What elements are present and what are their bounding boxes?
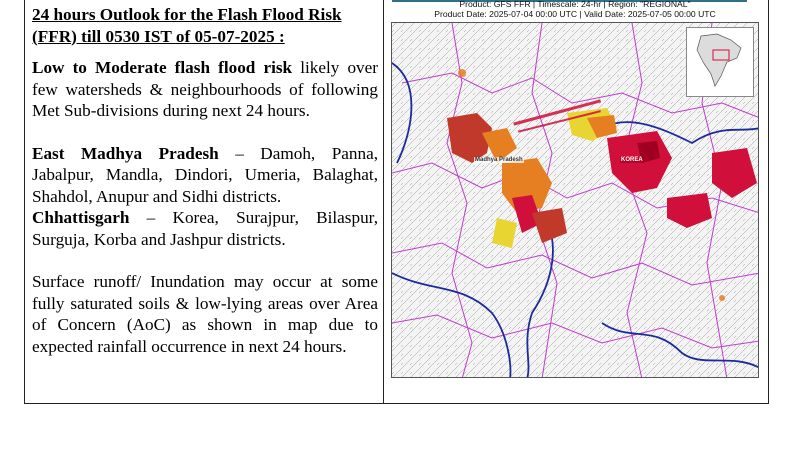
map-date-line: Product Date: 2025-07-04 00:00 UTC | Valid Date: 2025-07-05 00:00 UTC: [434, 8, 716, 19]
east-mp-districts: – Damoh, Panna, Jabalpur, Mandla, Dindori, Umeria, Balaghat, Shahdol, Anupur and Sidhi districts.: [32, 143, 378, 206]
map-product-line: Product: GFS FFR | Timescale: 24-hr | Region: "REGIONAL": [459, 0, 691, 9]
label-madhya-pradesh: Madhya Pradesh: [475, 157, 523, 163]
map-lower-area: [392, 355, 759, 378]
risk-summary-text: likely over few watersheds & neighbourhoods of following Met Sub-divisions during next 24 hours.: [32, 58, 378, 120]
inset-canvas: [687, 28, 753, 96]
runoff-paragraph: Surface runoff/ Inundation may occur at some fully saturated soils & low-lying areas over Area of Concern (AoC) as shown in map due to expected rainfall occurrence in next 24 hours.: [32, 272, 378, 356]
districts-paragraph: [32, 143, 378, 251]
chhattisgarh-districts: – Korea, Surajpur, Bilaspur, Surguja, Korba and Jashpur districts.: [32, 208, 378, 249]
locator-inset-map: [686, 27, 754, 97]
label-korea: KOREA: [621, 157, 643, 163]
subdivision-east-mp: East Madhya Pradesh: [32, 143, 219, 163]
outlook-title: 24 hours Outlook for the Flash Flood Risk (FFR) till 0530 IST of 05-07-2025 :: [32, 5, 342, 46]
outlook-text-column: [32, 4, 378, 378]
risk-level-label: Low to Moderate flash flood risk: [32, 58, 293, 77]
flash-flood-risk-map: [391, 22, 759, 378]
column-divider: [383, 0, 384, 404]
risk-summary-paragraph: [32, 57, 378, 122]
subdivision-chhattisgarh: Chhattisgarh: [32, 208, 130, 227]
map-header: [392, 0, 758, 22]
